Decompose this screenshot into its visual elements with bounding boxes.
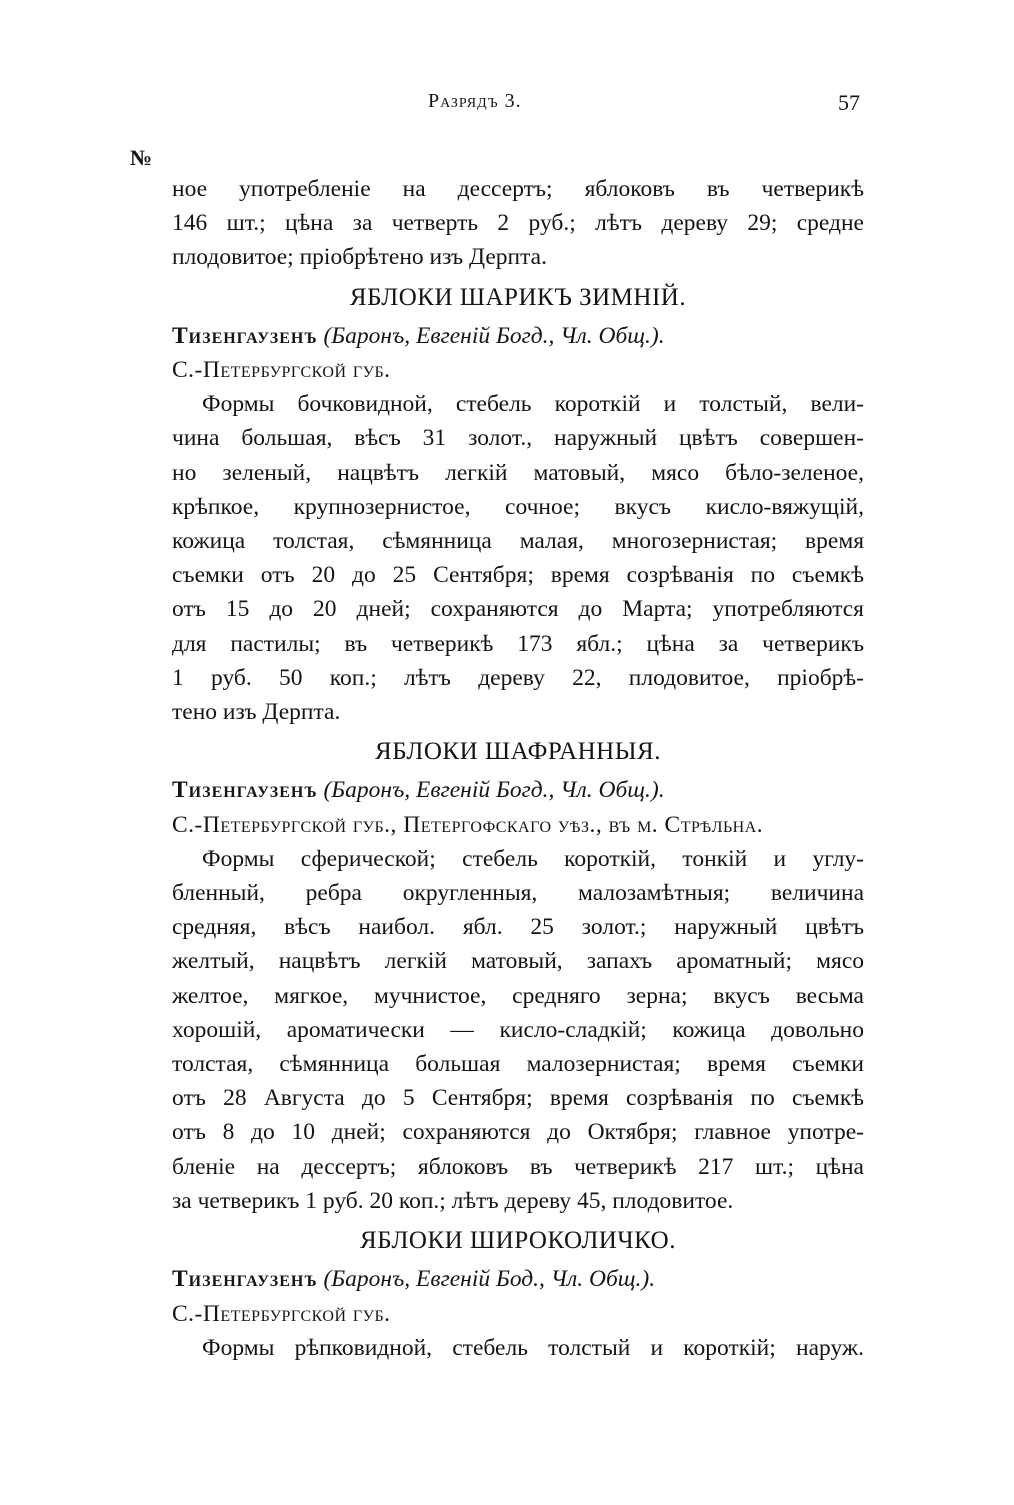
text-line: отъ 28 Августа до 5 Сентября; время созрѣванія по съемкѣ [172,1085,864,1112]
text-line: ное употребленіе на дессертъ; яблоковъ въ четверикѣ [172,176,864,202]
author-description: (Баронъ, Евгеній Бод., Чл. Общ.). [323,1266,656,1293]
continuation-paragraph [172,172,864,275]
author-line [172,319,864,353]
place-line: С.-Петербургской губ. [172,1300,391,1327]
text-line: Формы рѣпковидной, стебель толстый и короткій; наруж. [202,1334,864,1361]
margin-number-sign: № [130,145,153,170]
author-line [172,773,864,807]
text-line: 1 руб. 50 коп.; лѣтъ дереву 22, плодовитое, пріобрѣ- [172,664,864,691]
text-line: Формы бочковидной, стебель короткій и толстый, вели- [202,391,864,418]
text-line: хорошій, ароматически — кисло-сладкій; кожица довольно [172,1016,864,1043]
entry-title: ЯБЛОКИ ШАФРАННЫЯ. [375,738,661,766]
page-number: 57 [838,90,860,115]
author-description: (Баронъ, Евгеній Богд., Чл. Общ.). [323,322,665,349]
text-line: средняя, вѣсъ наибол. ябл. 25 золот.; наружный цвѣтъ [172,914,864,941]
author-line [172,1262,864,1296]
text-line: крѣпкое, крупнозернистое, сочное; вкусъ кисло-вяжущій, [172,493,864,520]
text-line: для пастилы; въ четверикѣ 173 ябл.; цѣна за четверикъ [172,630,864,657]
text-line: 146 шт.; цѣна за четверть 2 руб.; лѣтъ дереву 29; средне [172,210,864,237]
text-line: толстая, сѣмянница большая малозернистая; время съемки [172,1051,864,1078]
text-line: отъ 8 до 10 дней; сохраняются до Октября; главное употре- [172,1119,864,1146]
text-line: но зеленый, нацвѣтъ легкій матовый, мясо бѣло-зеленое, [172,459,864,486]
text-line: тено изъ Дерпта. [172,699,341,726]
author-name: Тизенгаузенъ [172,1266,318,1293]
text-line: Формы сферической; стебель короткій, тонкій и углу- [202,845,864,872]
text-line: плодовитое; пріобрѣтено изъ Дерпта. [172,244,547,271]
entry-title: ЯБЛОКИ ШИРОКОЛИЧКО. [360,1227,676,1255]
running-header [0,90,1014,120]
text-line: желтый, нацвѣтъ легкій матовый, запахъ ароматный; мясо [172,948,864,975]
author-description: (Баронъ, Евгеній Богд., Чл. Общ.). [323,777,665,804]
author-name: Тизенгаузенъ [172,777,318,804]
text-line: бленный, ребра округленныя, малозамѣтныя; величина [172,880,864,907]
place-line: С.-Петербургской губ., Петергофскаго уѣз., въ м. Стрѣльна. [172,811,764,838]
running-title: Разрядъ 3. [428,90,522,112]
body-text [172,172,864,1365]
text-line: отъ 15 до 20 дней; сохраняются до Марта; употребляются [172,596,864,623]
entry-shafrannyya [172,735,864,1218]
text-line: кожица толстая, сѣмянница малая, многозернистая; время [172,528,864,555]
entry-shirokolichko [172,1224,864,1365]
text-line: чина большая, вѣсъ 31 золот., наружный цвѣтъ совершен- [172,425,864,452]
author-name: Тизенгаузенъ [172,322,318,349]
place-line: С.-Петербургской губ. [172,357,391,384]
entry-sharik-zimniy [172,281,864,730]
text-line: съемки отъ 20 до 25 Сентября; время созрѣванія по съемкѣ [172,562,864,589]
text-line: желтое, мягкое, мучнистое, средняго зерна; вкусъ весьма [172,982,864,1009]
text-line: бленіе на дессертъ; яблоковъ въ четверикѣ 217 шт.; цѣна [172,1153,864,1180]
entry-title: ЯБЛОКИ ШАРИКЪ ЗИМНІЙ. [349,283,687,311]
text-line: за четверикъ 1 руб. 20 коп.; лѣтъ дереву 45, плодовитое. [172,1187,734,1214]
